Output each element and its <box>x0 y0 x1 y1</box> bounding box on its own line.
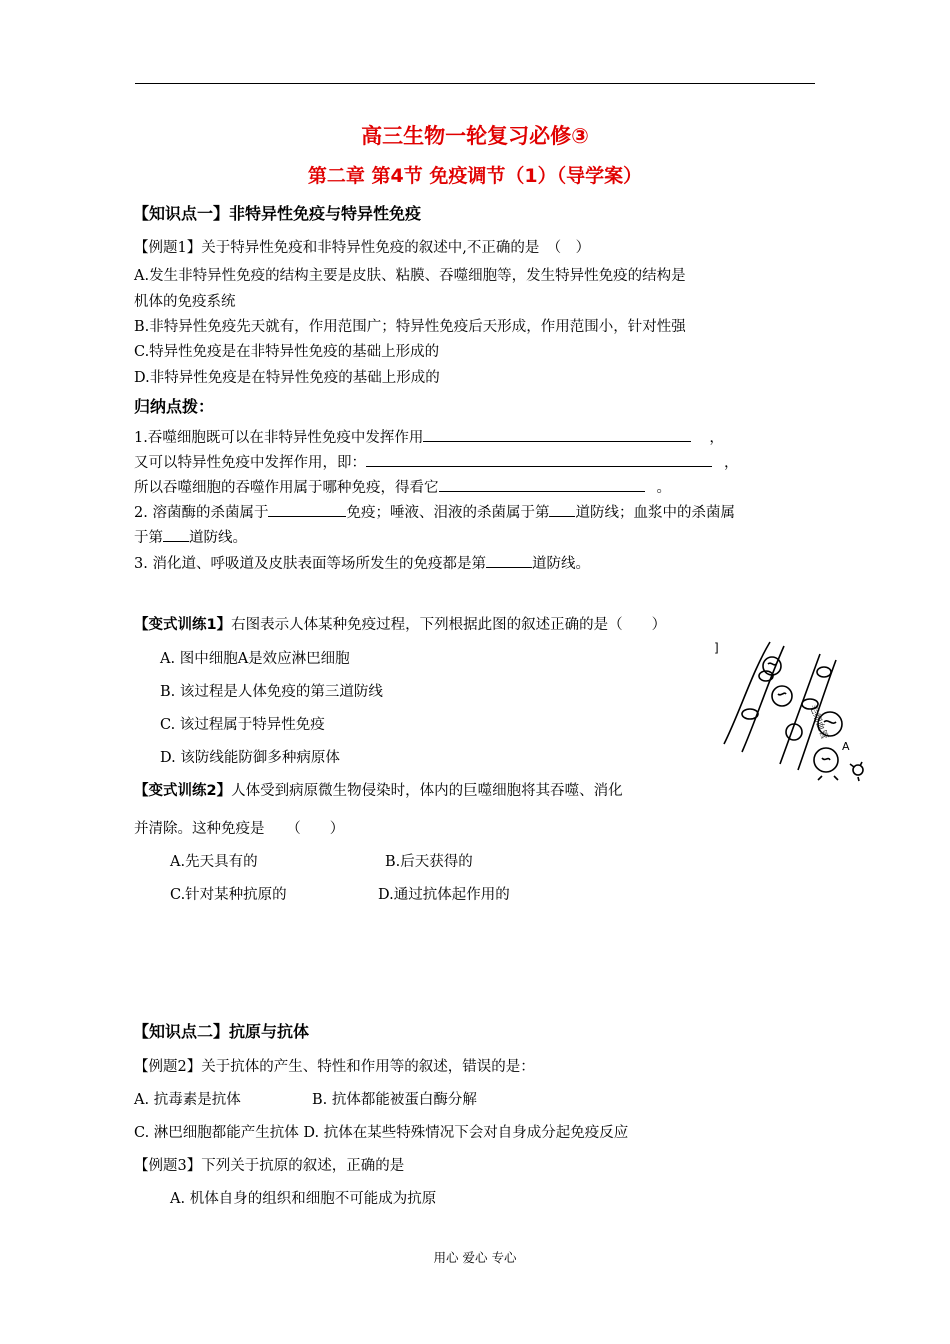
example2-label: 【例题2】 <box>134 1059 202 1075</box>
summary-line-4-b: 免疫；唾液、泪液的杀菌属于第 <box>346 505 550 521</box>
kp2-heading <box>133 1019 309 1042</box>
example3-text: 下列关于抗原的叙述，正确的是 <box>201 1158 405 1174</box>
example1-option-c: C.特异性免疫是在非特异性免疫的基础上形成的 <box>134 344 440 360</box>
drill1-option-d: D. 该防线能防御多种病原体 <box>160 750 340 766</box>
summary-line-5-a: 于第 <box>134 530 163 546</box>
drill2-label: 【变式训练2】 <box>134 783 232 799</box>
kp2-heading-bracket: 【知识点二】 <box>133 1022 230 1041</box>
summary-line-2-text: 又可以特异性免疫中发挥作用，即： <box>134 455 366 471</box>
example2-option-a: A. 抗毒素是抗体 <box>134 1092 241 1108</box>
summary-line-3 <box>134 476 671 497</box>
example1-option-b: B.非特异性免疫先天就有，作用范围广；特异性免疫后天形成，作用范围小，针对性强 <box>134 319 686 335</box>
immune-process-figure <box>710 632 875 797</box>
summary-line-6-a: 3. 消化道、呼吸道及皮肤表面等场所发生的免疫都是第 <box>134 556 486 572</box>
page-title: 高三生物一轮复习必修③ <box>361 124 589 148</box>
example2-text: 关于抗体的产生、特性和作用等的叙述，错误的是： <box>201 1059 535 1075</box>
drill2-option-b: B.后天获得的 <box>385 854 473 870</box>
summary-heading: 归纳点拨： <box>134 397 215 416</box>
drill2-option-d: D.通过抗体起作用的 <box>378 887 510 903</box>
drill2-question <box>134 779 623 800</box>
summary-line-6 <box>134 552 590 573</box>
drill2-option-c: C.针对某种抗原的 <box>170 887 287 903</box>
summary-line-1-text: 1.吞噬细胞既可以在非特异性免疫中发挥作用 <box>134 430 424 446</box>
answer-blank[interactable] <box>163 527 189 542</box>
cell-a-label: A <box>842 740 850 753</box>
answer-blank[interactable] <box>268 502 346 517</box>
summary-line-5 <box>134 526 247 547</box>
example1-option-a: A.发生非特异性免疫的结构主要是皮肤、粘膜、吞噬细胞等，发生特异性免疫的结构是 <box>134 268 686 284</box>
example3-label: 【例题3】 <box>134 1158 202 1174</box>
summary-line-4-c: 道防线；血浆中的杀菌属 <box>575 505 735 521</box>
header-rule <box>135 83 815 84</box>
answer-blank[interactable] <box>549 502 575 517</box>
drill2-text: 人体受到病原微生物侵染时，体内的巨噬细胞将其吞噬、消化 <box>231 783 623 799</box>
kp1-heading-bracket: 【知识点一】 <box>133 204 230 223</box>
answer-blank[interactable] <box>439 477 645 492</box>
example1-question <box>134 236 590 257</box>
example1-option-d: D.非特异性免疫是在特异性免疫的基础上形成的 <box>134 370 440 386</box>
drill1-option-a: A. 图中细胞A是效应淋巴细胞 <box>160 651 350 667</box>
example2-option-b: B. 抗体都能被蛋白酶分解 <box>312 1092 477 1108</box>
drill2-question-cont: 并清除。这种免疫是 （ ） <box>134 821 345 837</box>
summary-line-2 <box>134 451 739 472</box>
kp1-heading-text: 非特异性免疫与特异性免疫 <box>229 204 422 223</box>
page-subtitle: 第二章 第4节 免疫调节（1）（导学案） <box>307 165 643 187</box>
answer-blank[interactable] <box>366 452 712 467</box>
answer-blank[interactable] <box>486 553 532 568</box>
summary-line-2-end: ， <box>724 455 739 471</box>
example1-label: 【例题1】 <box>134 240 202 256</box>
example1-option-a-cont: 机体的免疫系统 <box>134 294 236 310</box>
example3-option-a: A. 机体自身的组织和细胞不可能成为抗原 <box>170 1191 437 1207</box>
example2-option-cd: C. 淋巴细胞都能产生抗体 D. 抗体在某些特殊情况下会对自身成分起免疫反应 <box>134 1125 629 1141</box>
kp2-heading-text: 抗原与抗体 <box>229 1022 310 1041</box>
example3-question <box>134 1154 404 1175</box>
summary-line-3-text: 所以吞噬细胞的吞噬作用属于哪种免疫，得看它 <box>134 480 439 496</box>
summary-line-1-end: ， <box>709 430 724 446</box>
drill1-label: 【变式训练1】 <box>134 617 232 633</box>
drill1-question <box>134 613 666 634</box>
summary-line-3-end: 。 <box>656 480 671 496</box>
summary-line-4-a: 2. 溶菌酶的杀菌属于 <box>134 505 269 521</box>
summary-line-5-b: 道防线。 <box>189 530 247 546</box>
example2-question <box>134 1055 535 1076</box>
capillary-label: 毛细血管 <box>807 703 829 741</box>
page-footer: 用心 爱心 专心 <box>433 1250 517 1265</box>
summary-line-6-b: 道防线。 <box>531 556 590 572</box>
drill1-text: 右图表示人体某种免疫过程，下列根据此图的叙述正确的是（ ） <box>231 617 667 633</box>
drill1-option-c: C. 该过程属于特异性免疫 <box>160 717 325 733</box>
kp1-heading <box>133 201 421 224</box>
drill2-option-a: A.先天具有的 <box>170 854 258 870</box>
summary-line-4 <box>134 501 735 522</box>
svg-text:]: ] <box>714 641 719 655</box>
answer-blank[interactable] <box>423 427 691 442</box>
drill1-option-b: B. 该过程是人体免疫的第三道防线 <box>160 684 383 700</box>
summary-line-1 <box>134 426 724 447</box>
example1-text: 关于特异性免疫和非特异性免疫的叙述中,不正确的是 （ ） <box>201 240 591 256</box>
